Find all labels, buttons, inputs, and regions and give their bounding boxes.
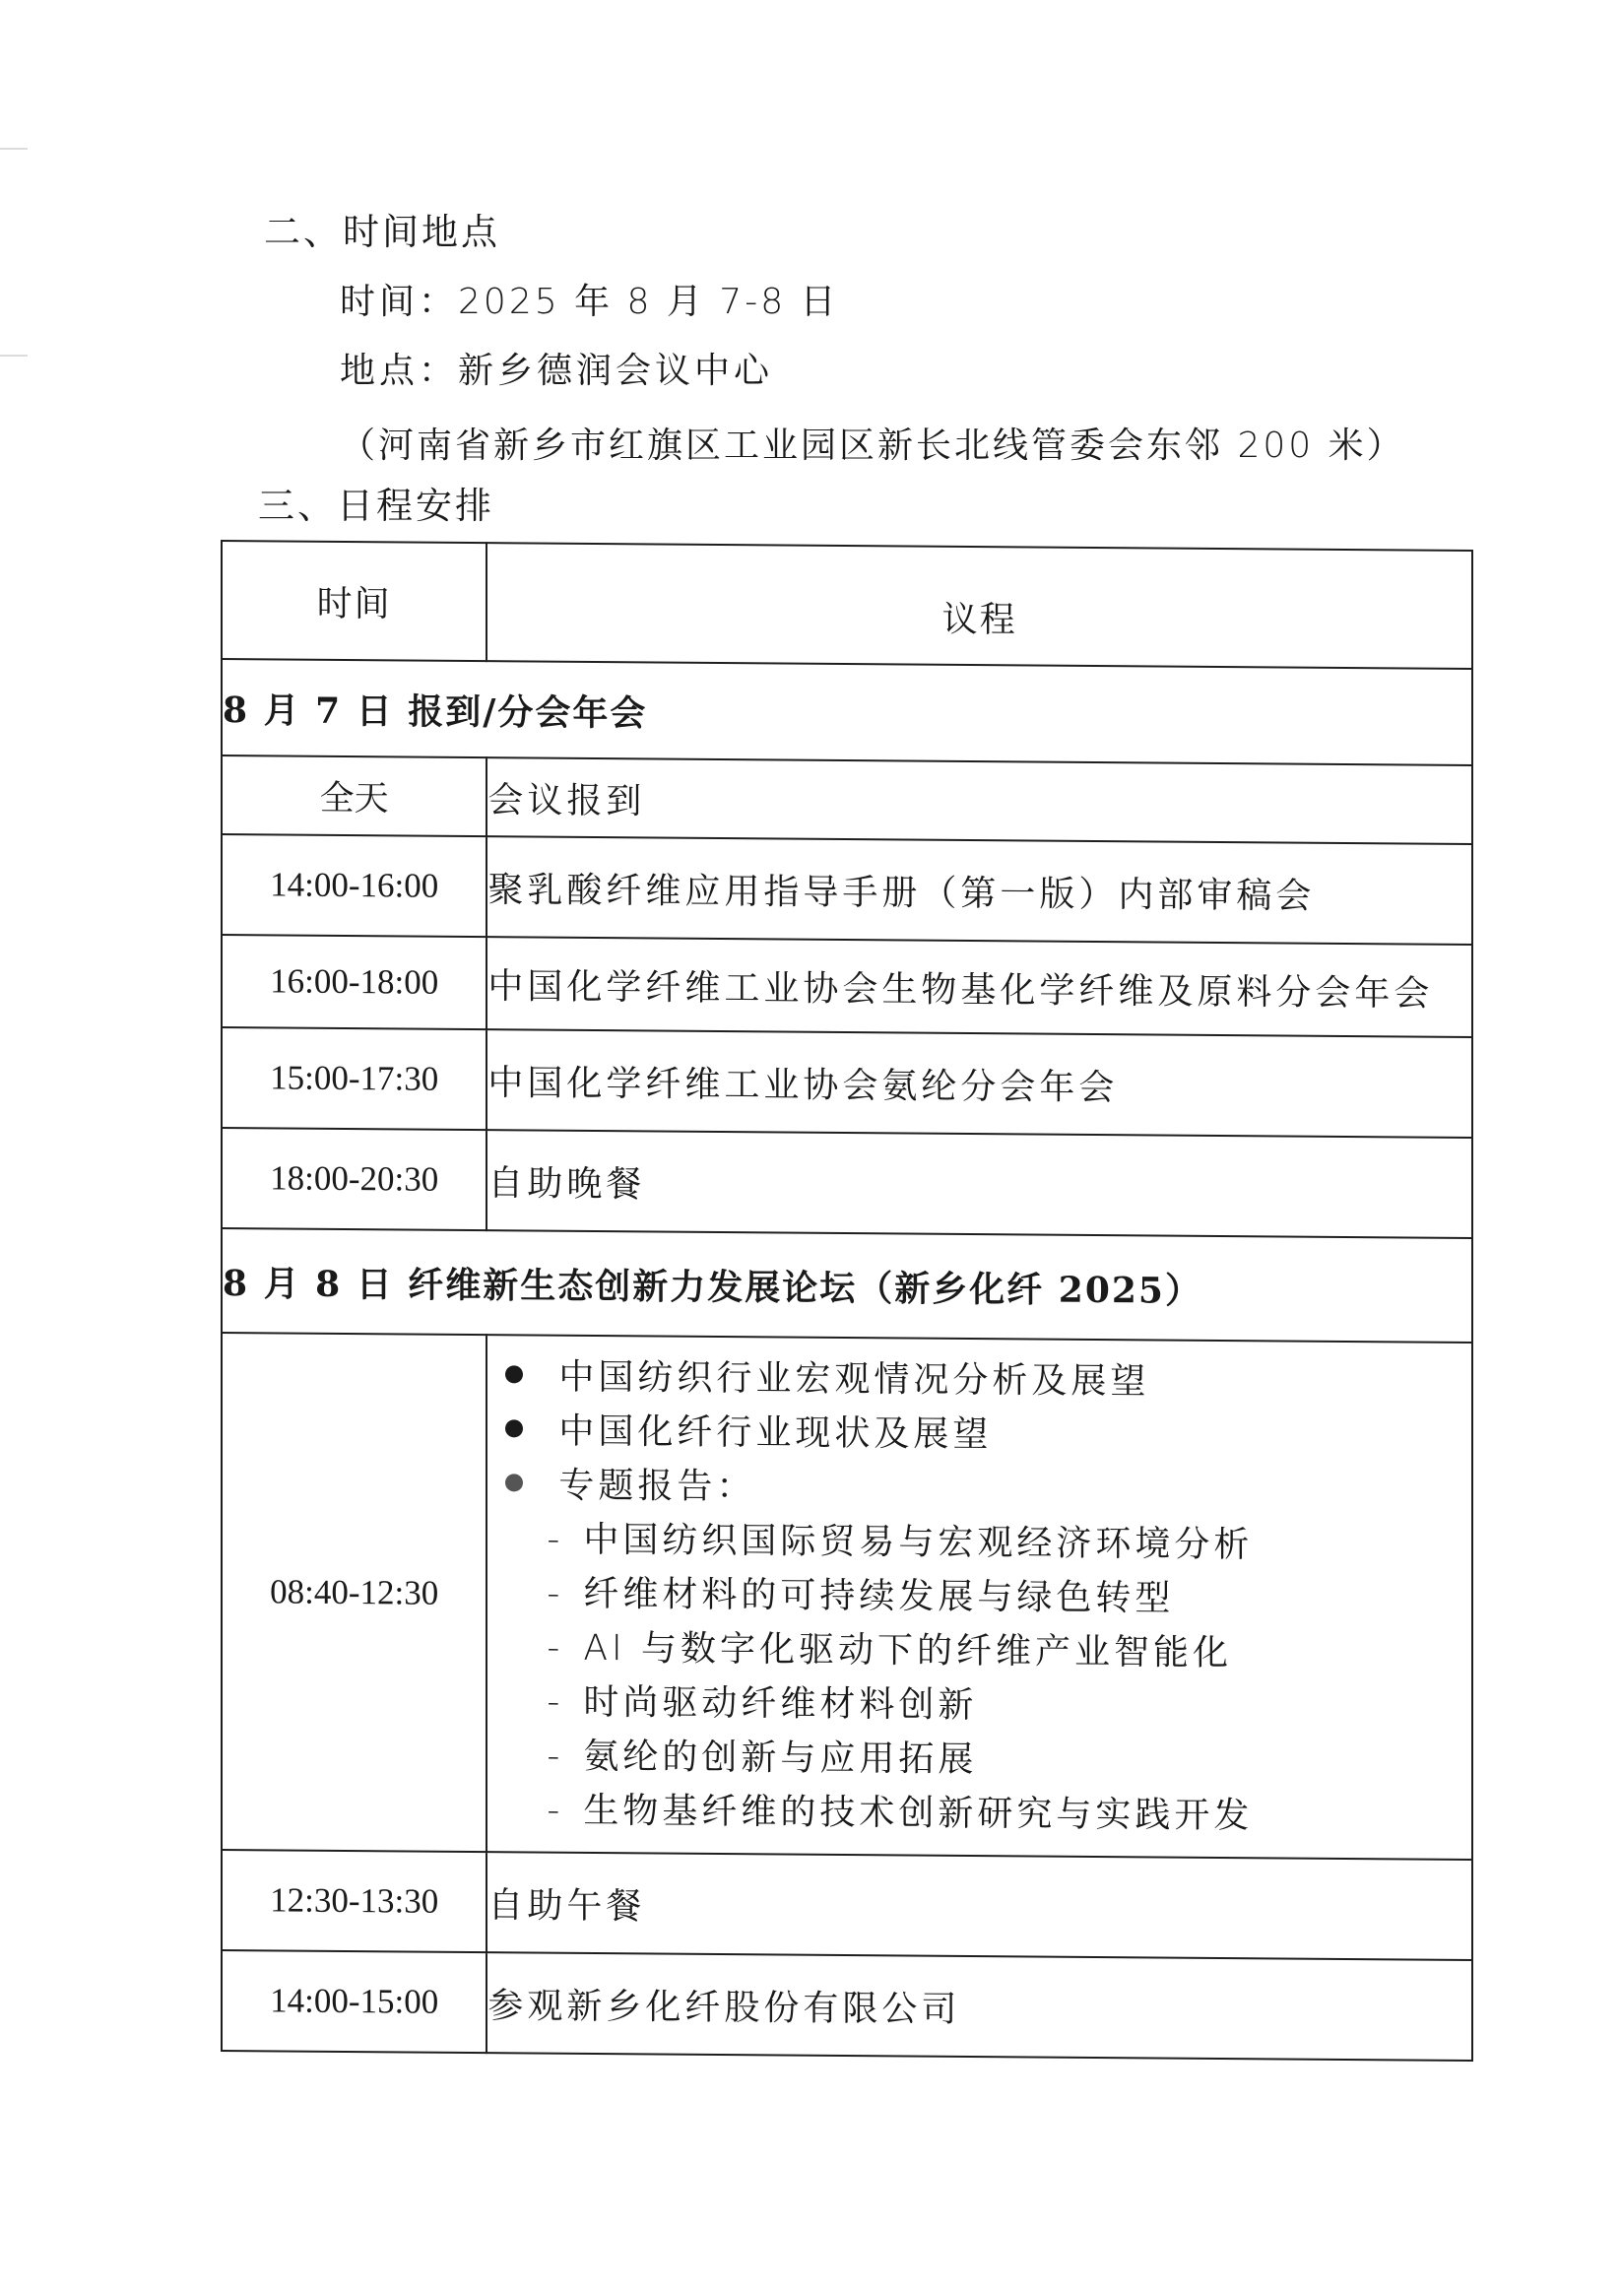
row-agenda: 参观新乡化纤股份有限公司 bbox=[486, 1952, 1472, 2061]
day1-title-row bbox=[222, 659, 1472, 765]
table-row bbox=[222, 755, 1472, 844]
table-row bbox=[222, 834, 1472, 945]
header-time: 时间 bbox=[222, 541, 486, 661]
list-item bbox=[547, 1784, 1471, 1845]
list-item bbox=[505, 1349, 1471, 1411]
table-row bbox=[222, 935, 1472, 1037]
list-item bbox=[505, 1458, 1471, 1845]
topic-text: 生物基纤维的技术创新研究与实践开发 bbox=[583, 1790, 1254, 1837]
dash-icon: - bbox=[547, 1681, 564, 1723]
day2-title-row bbox=[222, 1228, 1472, 1343]
dash-icon: - bbox=[547, 1736, 564, 1777]
bullet-text: 专题报告： bbox=[558, 1465, 756, 1508]
time-value: 2025 年 8 月 7-8 日 bbox=[458, 282, 839, 322]
row-agenda: 自助晚餐 bbox=[486, 1130, 1472, 1238]
row-time: 14:00-16:00 bbox=[222, 834, 486, 937]
table-row bbox=[222, 1850, 1472, 1960]
row-agenda: 自助午餐 bbox=[486, 1852, 1472, 1960]
topic-list bbox=[505, 1512, 1471, 1845]
list-item bbox=[547, 1567, 1471, 1628]
time-label: 时间： bbox=[340, 282, 459, 322]
row-time: 16:00-18:00 bbox=[222, 935, 486, 1029]
schedule-table bbox=[221, 540, 1473, 2062]
section-3-heading: 三、日程安排 bbox=[258, 485, 494, 527]
bullet-dot-icon bbox=[505, 1419, 523, 1437]
row-agenda: 中国化学纤维工业协会氨纶分会年会 bbox=[486, 1029, 1472, 1138]
topic-text: AI 与数字化驱动下的纤维产业智能化 bbox=[583, 1627, 1233, 1674]
forum-row bbox=[222, 1333, 1472, 1860]
place-value: 新乡德润会议中心 bbox=[458, 351, 774, 391]
table-header-row bbox=[222, 541, 1472, 669]
bullet-dot-icon bbox=[505, 1365, 523, 1383]
list-item bbox=[547, 1675, 1471, 1737]
row-time: 18:00-20:30 bbox=[222, 1128, 486, 1230]
table-row bbox=[222, 1027, 1472, 1138]
topic-text: 氨纶的创新与应用拓展 bbox=[583, 1736, 978, 1781]
scan-mark bbox=[0, 148, 28, 150]
forum-time: 08:40-12:30 bbox=[222, 1333, 486, 1852]
row-time: 14:00-15:00 bbox=[222, 1950, 486, 2053]
row-time: 12:30-13:30 bbox=[222, 1850, 486, 1952]
scan-mark bbox=[0, 355, 28, 357]
section-2-heading: 二、时间地点 bbox=[264, 211, 500, 253]
forum-bullet-list bbox=[487, 1336, 1471, 1859]
list-item bbox=[547, 1730, 1471, 1791]
row-time: 全天 bbox=[222, 755, 486, 836]
row-time: 15:00-17:30 bbox=[222, 1027, 486, 1130]
list-item bbox=[547, 1513, 1471, 1574]
table-row bbox=[222, 1128, 1472, 1238]
day1-title: 8 月 7 日 报到/分会年会 bbox=[222, 659, 1472, 765]
topic-text: 中国纺织国际贸易与宏观经济环境分析 bbox=[583, 1519, 1254, 1566]
dash-icon: - bbox=[547, 1573, 564, 1614]
list-item bbox=[547, 1621, 1471, 1682]
row-agenda: 聚乳酸纤维应用指导手册（第一版）内部审稿会 bbox=[486, 836, 1472, 945]
dash-icon: - bbox=[547, 1627, 564, 1669]
topic-text: 纤维材料的可持续发展与绿色转型 bbox=[583, 1573, 1175, 1619]
dash-icon: - bbox=[547, 1790, 564, 1831]
bullet-dot-icon bbox=[505, 1474, 523, 1491]
bullet-text: 中国纺织行业宏观情况分析及展望 bbox=[558, 1356, 1150, 1403]
bullet-text: 中国化纤行业现状及展望 bbox=[558, 1410, 993, 1456]
day2-title: 8 月 8 日 纤维新生态创新力发展论坛（新乡化纤 2025） bbox=[222, 1228, 1472, 1343]
dash-icon: - bbox=[547, 1519, 564, 1560]
place-label: 地点： bbox=[340, 351, 459, 391]
place-line bbox=[340, 343, 773, 393]
row-agenda: 中国化学纤维工业协会生物基化学纤维及原料分会年会 bbox=[486, 937, 1472, 1037]
forum-agenda bbox=[486, 1335, 1472, 1860]
row-agenda: 会议报到 bbox=[486, 757, 1472, 844]
list-item bbox=[505, 1404, 1471, 1466]
table-row bbox=[222, 1950, 1472, 2061]
address-line: （河南省新乡市红旗区工业园区新长北线管委会东邻 200 米） bbox=[340, 426, 1405, 466]
header-agenda: 议程 bbox=[486, 543, 1472, 669]
topic-text: 时尚驱动纤维材料创新 bbox=[583, 1681, 978, 1727]
time-line bbox=[340, 274, 839, 324]
